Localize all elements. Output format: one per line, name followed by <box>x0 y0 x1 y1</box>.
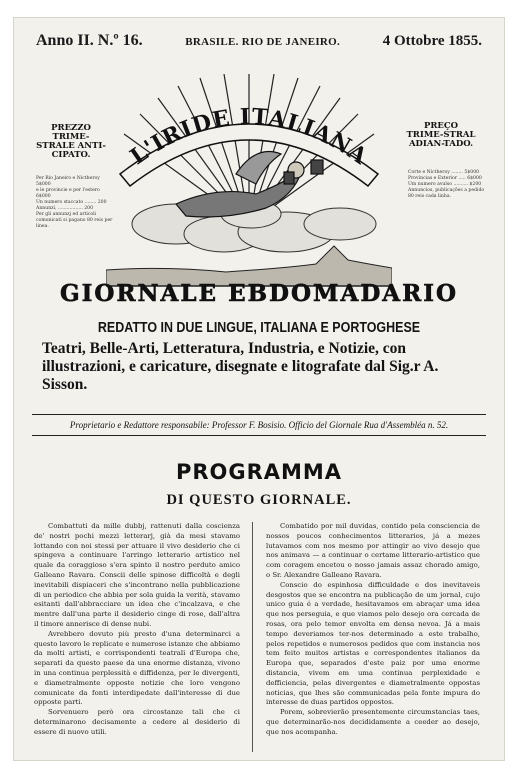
newspaper-page <box>14 18 504 760</box>
place-line: BRASILE. RIO DE JANEIRO. <box>185 36 341 48</box>
rate-line: Um numero avulso .......... $200 <box>408 182 482 187</box>
masthead-illustration <box>106 74 392 290</box>
issue-number: Anno II. N.º 16. <box>36 32 143 49</box>
column-italian <box>34 522 240 738</box>
rate-line: Provincias e Exterior ..... 6$000 <box>408 176 482 181</box>
paragraph: Avrebbero dovuto più presto d'una determinarci a questo lavoro le replicate e numerose istanze che abbiamo da molti artisti, e corrispondenti teatrali d'Europa che, separati da questo paese da una enorme distanza, vivono in una continua perplessità e diffidenza, per le divergenti, e diametralmente opposte notizie che loro vengono comunicate da fonti interdipedate dall'interesse di due opposte parti. <box>34 629 240 707</box>
price-left-heading: PREZZO TRIME-STRALE ANTI-CIPATO. <box>36 123 106 160</box>
rate-line: Per gli annunzj ed articoli comunicati si pagano 80 reis per linea. <box>36 212 113 229</box>
rate-line: Annuncios, publicações a pedido 80 reis cada linha. <box>408 188 485 199</box>
rate-line: Annunzi, ................. 200 <box>36 206 94 211</box>
programma-subtitle: DI QUESTO GIORNALE. <box>166 492 352 508</box>
paragraph: Porem, sobrevierão presentemente circumstancias taes, que determinarão-nos decididamente a ceeder ao desejo, que nos acompanha. <box>266 708 480 736</box>
issue-date: 4 Ottobre 1855. <box>382 33 482 49</box>
rate-line: Un numero staccato ........ 200 <box>36 200 107 205</box>
masthead-title-path: L'IRIDE ITALIANA <box>125 103 373 171</box>
programma-title: PROGRAMMA <box>175 460 343 484</box>
owner-line: Proprietario e Redattore responsabile: Professor F. Bosisio. Officio del Giornale Rua d'Assembléa n. 52. <box>32 414 486 436</box>
column-divider <box>252 522 253 752</box>
languages-line: REDATTO IN DUE LINGUE, ITALIANA E PORTOGHESE <box>97 320 421 336</box>
paragraph: Sorvenuero però ora circostanze tali che ci determinarono decisamente a cedere al desiderio di essere di nuovo utili. <box>34 708 240 736</box>
journal-description: Teatri, Belle-Arti, Letteratura, Industria, e Notizie, con illustrazioni, e caricature, disegnate e litografate dal Sig.r A. Sisson. <box>42 340 439 393</box>
column-portuguese <box>266 522 480 738</box>
paragraph: Combatido por mil duvidas, contido pela consciencia de nossos poucos conhecimentos litterarios, já a mezes lutavamos com nos mesmo por attingir ao vivo desejo que nos animava — a continuar o certame litterario-artistico que com coragem encetou o nosso jamais assaz chorado amigo, o Sr. Alexandre Galleano Ravara. <box>266 522 480 579</box>
issue-header <box>36 32 482 50</box>
journal-type: GIORNALE EBDOMADARIO <box>59 280 459 307</box>
rates-left <box>36 176 114 230</box>
rate-line: Per Rio Janeiro e Nictheroy 5$000 <box>36 176 100 187</box>
paragraph: Conscio do espinhosa difficuldade e dos inevitaveis desgostos que se encontra na publicação de um jornal, cujo unico guia é a verdade, hesitavamos em abraçar uma idea que nos perseguia, e que viamos pelo desejo ora cercada de rosas, ora pelo temor envolta em densa nevoa. Já a mais tempo deveriamos ter-nos determinado a este trabalho, pelos repetidos e numerosos pedidos que com instancia nos tem feito muitos artistas e correspondentes italianos da Europa que, separados d'este paiz por uma enorme distancia, vivem em uma continua perplexidade e defficiencia, pelas divergentes e diametralmente oppostas noticias, que lhes são communicadas pela fonte impura do interesse de duas partidos oppostos. <box>266 580 480 707</box>
paragraph: Combattuti da mille dubbj, rattenuti dalla coscienza de' nostri pochi mezzi letterarj, già da mesi stavamo lottando con noi stessi per attuare il vivo desiderio che ci spingeva a continuare l'arringo letterario artistico nel quale da coraggioso s'era spinto il nostro perduto amico Galleano Ravara. Conscii delle spinose difficoltà e degli inevitabili dispiaceri che s'incontrano nella pubblicazione di un periodico che abbia per sola guida la verità, stavamo esitanti dall'abbracciare un idea che c'incalzava, e che mentre dall'una parte il desiderio cinge di rose, dall'altra il timore annerisce di dense nubi. <box>34 522 240 628</box>
rate-line: e le provincie e per l'estero 6$000 <box>36 188 100 199</box>
price-right-heading: PREÇO TRIME-STRAL ADIAN-TADO. <box>406 121 476 149</box>
rate-line: Corte e Nictheroy ........ 5$000 <box>408 170 480 175</box>
rates-right <box>408 170 486 200</box>
